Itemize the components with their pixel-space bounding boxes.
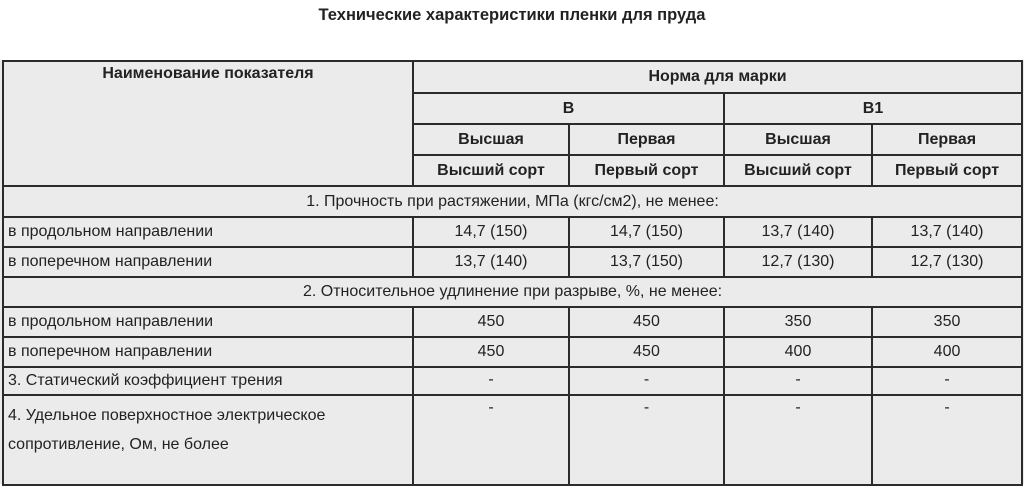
table-cell: - (872, 367, 1022, 395)
table-cell: 12,7 (130) (872, 247, 1022, 277)
table-row (3, 217, 1022, 247)
table-row (3, 395, 1022, 485)
table-cell: 450 (413, 337, 569, 367)
header-brand-b1: В1 (724, 93, 1022, 124)
title-band (0, 0, 1024, 60)
page-title: Технические характеристики пленки для пруда (318, 6, 706, 24)
row-label-friction: 3. Статический коэффициент трения (3, 367, 413, 395)
header-brand-b: В (413, 93, 724, 124)
table-cell: - (724, 395, 872, 485)
section-title-strength: 1. Прочность при растяжении, МПа (кгс/см2), не менее: (3, 186, 1022, 217)
header-name-column: Наименование показателя (3, 61, 413, 186)
table-cell: - (569, 395, 724, 485)
header-sort: Первый сорт (872, 155, 1022, 186)
header-grade: Первая (872, 124, 1022, 155)
table-row (3, 307, 1022, 337)
row-label: в продольном направлении (3, 217, 413, 247)
table-cell: - (724, 367, 872, 395)
row-label: в поперечном направлении (3, 247, 413, 277)
table-cell: 14,7 (150) (413, 217, 569, 247)
row-label-resistance: 4. Удельное поверхностное электрическое сопротивление, Ом, не более (3, 395, 413, 485)
table-cell: 350 (724, 307, 872, 337)
table-cell: 13,7 (140) (724, 217, 872, 247)
table-row (3, 337, 1022, 367)
table-cell: 400 (724, 337, 872, 367)
header-sort: Высший сорт (413, 155, 569, 186)
table-cell: 450 (569, 337, 724, 367)
table-area (0, 60, 1024, 484)
table-cell: 400 (872, 337, 1022, 367)
header-grade: Высшая (724, 124, 872, 155)
header-norm: Норма для марки (413, 61, 1022, 93)
header-row-norm (3, 61, 1022, 93)
table-cell: 13,7 (150) (569, 247, 724, 277)
table-cell: - (413, 367, 569, 395)
table-cell: - (413, 395, 569, 485)
row-label: в поперечном направлении (3, 337, 413, 367)
table-cell: 14,7 (150) (569, 217, 724, 247)
header-grade: Высшая (413, 124, 569, 155)
header-sort: Высший сорт (724, 155, 872, 186)
spec-table (2, 60, 1023, 486)
header-sort: Первый сорт (569, 155, 724, 186)
table-cell: 450 (569, 307, 724, 337)
table-cell: 350 (872, 307, 1022, 337)
row-label: в продольном направлении (3, 307, 413, 337)
table-cell: - (872, 395, 1022, 485)
table-cell: - (569, 367, 724, 395)
header-grade: Первая (569, 124, 724, 155)
section-title-elongation: 2. Относительное удлинение при разрыве, %, не менее: (3, 277, 1022, 307)
table-cell: 450 (413, 307, 569, 337)
section-row (3, 186, 1022, 217)
section-row (3, 277, 1022, 307)
table-row (3, 247, 1022, 277)
table-cell: 13,7 (140) (872, 217, 1022, 247)
table-row (3, 367, 1022, 395)
table-cell: 12,7 (130) (724, 247, 872, 277)
table-cell: 13,7 (140) (413, 247, 569, 277)
